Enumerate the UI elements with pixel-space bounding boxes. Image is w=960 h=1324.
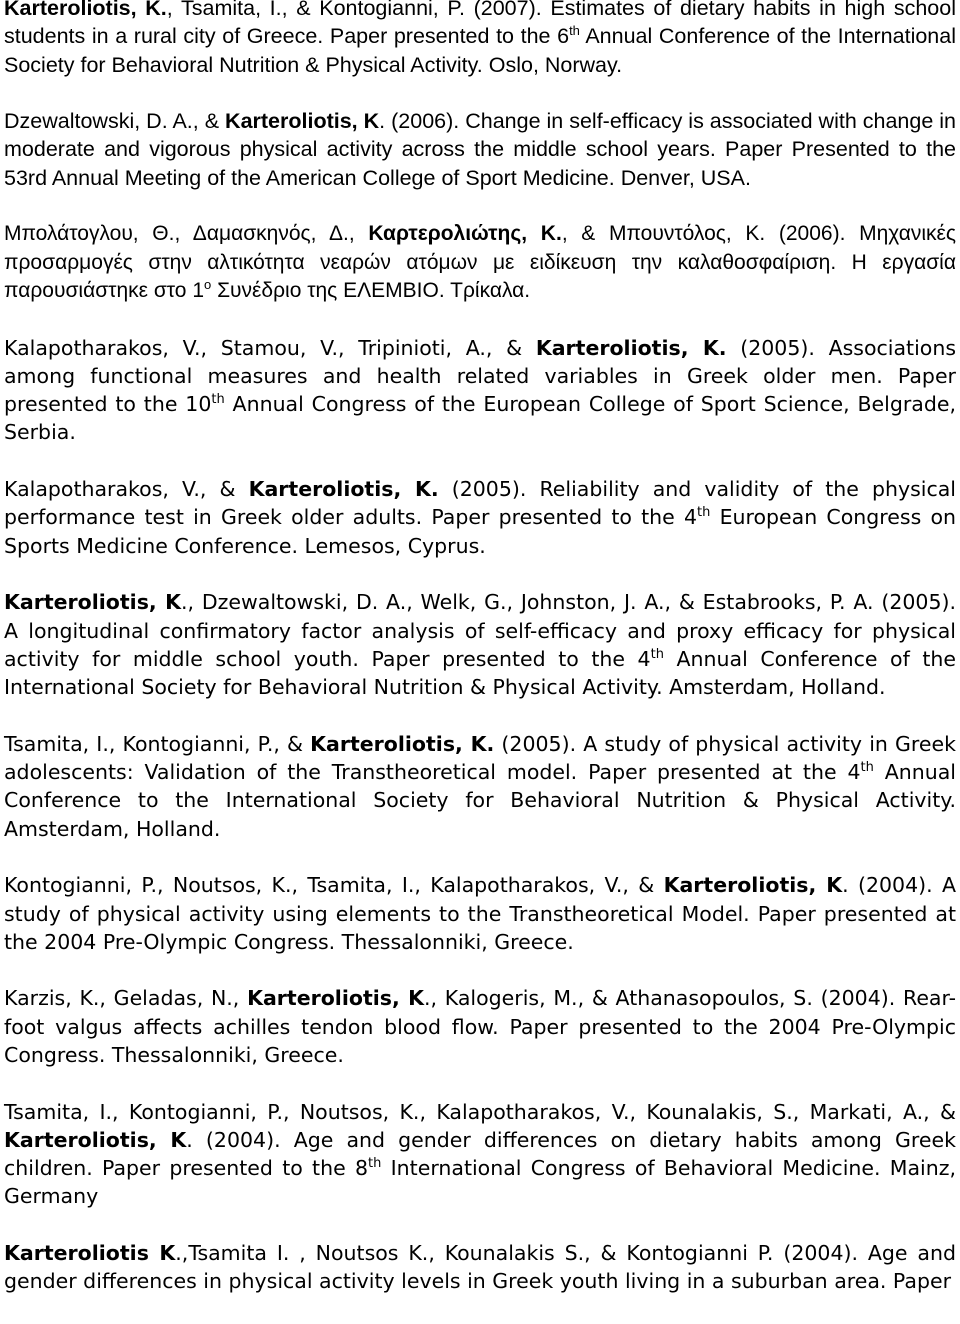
reference-list [4, 0, 956, 1324]
superscript-text: th [368, 1156, 382, 1172]
reference-text: Tsamita, I., Kontogianni, P., & [4, 731, 311, 756]
reference-text: , & Μπουντόλος, Κ. (2006). Μηχανικές προσαρμογές στην αλτικότητα νεαρών ατόμων με ειδίκευση την καλαθοσφαίριση. Η εργασία παρουσιάστηκε στο 1 [4, 222, 956, 302]
author-name-highlight: Karteroliotis, K [225, 109, 380, 134]
reference-entry [4, 1098, 956, 1211]
reference-text: (2005). Reliability and validity of the physical performance test in Greek older adults. Paper presented to the 4 [4, 477, 956, 530]
superscript-text: ο [204, 276, 212, 292]
reference-text: Kalapotharakos, V., & [4, 477, 249, 502]
reference-entry [4, 0, 956, 79]
reference-entry [4, 107, 956, 192]
reference-text: Tsamita, I., Kontogianni, P., Noutsos, K., Kalapotharakos, V., Kounalakis, S., Markati, A., & [4, 1099, 956, 1124]
reference-text: Kontogianni, P., Noutsos, K., Tsamita, I., Kalapotharakos, V., & [4, 873, 664, 898]
reference-entry [4, 1239, 956, 1296]
superscript-text: th [860, 760, 874, 776]
reference-text: . (2004). Age and gender differences on dietary habits among Greek children. Paper presented to the 8 [4, 1127, 956, 1181]
author-name-highlight: Karteroliotis, K. [4, 0, 167, 20]
superscript-text: th [569, 23, 580, 39]
reference-text: (2005). Associations among functional measures and health related variables in Greek older men. Paper presented to the 10 [4, 335, 956, 417]
reference-entry [4, 334, 956, 447]
reference-entry [4, 475, 956, 560]
author-name-highlight: Karteroliotis K [4, 1241, 176, 1266]
reference-entry [4, 871, 956, 956]
superscript-text: th [211, 392, 225, 408]
author-name-highlight: Karteroliotis, K [247, 986, 425, 1011]
reference-text: Karzis, K., Geladas, N., [4, 986, 248, 1011]
author-name-highlight: Karteroliotis, K. [248, 477, 439, 502]
reference-text: European Congress on Sports Medicine Conference. Lemesos, Cyprus. [4, 505, 956, 558]
author-name-highlight: Karteroliotis, K. [310, 731, 495, 756]
author-name-highlight: Karteroliotis, K [663, 873, 843, 898]
reference-text: ., Kalogeris, M., & Athanasopoulos, S. (2004). Rear-foot valgus affects achilles tendon blood flow. Paper presented to the 2004 Pre-Olympic Congress. Thessalonniki, Greece. [4, 986, 957, 1067]
reference-text: Dzewaltowski, D. A., & [4, 109, 226, 134]
reference-text: . (2006). Change in self-efficacy is associated with change in moderate and vigorous physical activity across the middle school years. Paper Presented to the 53rd Annual Meeting of the American College of Sport Medicine. Denver, USA. [4, 109, 957, 190]
reference-text: International Congress of Behavioral Medicine. Mainz, Germany [4, 1156, 956, 1209]
reference-text: Μπολάτογλου, Θ., Δαμασκηνός, Δ., [4, 222, 369, 246]
reference-text: .,Tsamita I. , Noutsos K., Kounalakis S., & Kontogianni P. (2004). Age and gender differences in physical activity levels in Greek youth living in a suburban area. Paper [4, 1241, 956, 1294]
reference-text: Annual Conference of the International Society for Behavioral Nutrition & Physical Activity. Amsterdam, Holland. [4, 646, 956, 700]
reference-entry [4, 220, 956, 305]
author-name-highlight: Καρτερολιώτης, Κ. [368, 222, 562, 246]
reference-text: Annual Congress of the European College of Sport Science, Belgrade, Serbia. [4, 392, 956, 445]
reference-text: , Tsamita, I., & Kontogianni, P. (2007). Estimates of dietary habits in high school students in a rural city of Greece. Paper presented to the 6 [4, 0, 956, 49]
author-name-highlight: Karteroliotis, K [4, 590, 181, 615]
reference-text: Kalapotharakos, V., Stamou, V., Tripinioti, A., & [4, 335, 536, 360]
superscript-text: th [697, 505, 711, 521]
reference-text: ., Dzewaltowski, D. A., Welk, G., Johnston, J. A., & Estabrooks, P. A. (2005). A longitudinal confirmatory factor analysis of self-efficacy and proxy efficacy for physical activity for middle school youth. Paper presented to the 4 [4, 590, 957, 671]
reference-text: (2005). A study of physical activity in Greek adolescents: Validation of the Transtheoretical model. Paper presented at the 4 [4, 731, 956, 785]
reference-text: Annual Conference of the International Society for Behavioral Nutrition & Physical Activity. Oslo, Norway. [4, 24, 956, 77]
reference-text: Annual Conference to the International Society for Behavioral Nutrition & Physical Activity. Amsterdam, Holland. [4, 760, 957, 841]
author-name-highlight: Karteroliotis, K. [535, 335, 727, 360]
reference-entry [4, 588, 956, 701]
reference-entry [4, 984, 956, 1069]
superscript-text: th [650, 646, 664, 662]
reference-text: Συνέδριο της ΕΛΕΜΒΙΟ. Τρίκαλα. [211, 278, 531, 302]
author-name-highlight: Karteroliotis, K [4, 1127, 187, 1152]
reference-entry [4, 730, 956, 843]
reference-text: . (2004). A study of physical activity using elements to the Transtheoretical Model. Paper presented at the 2004 Pre-Olympic Congress. Thessalonniki, Greece. [4, 873, 957, 954]
